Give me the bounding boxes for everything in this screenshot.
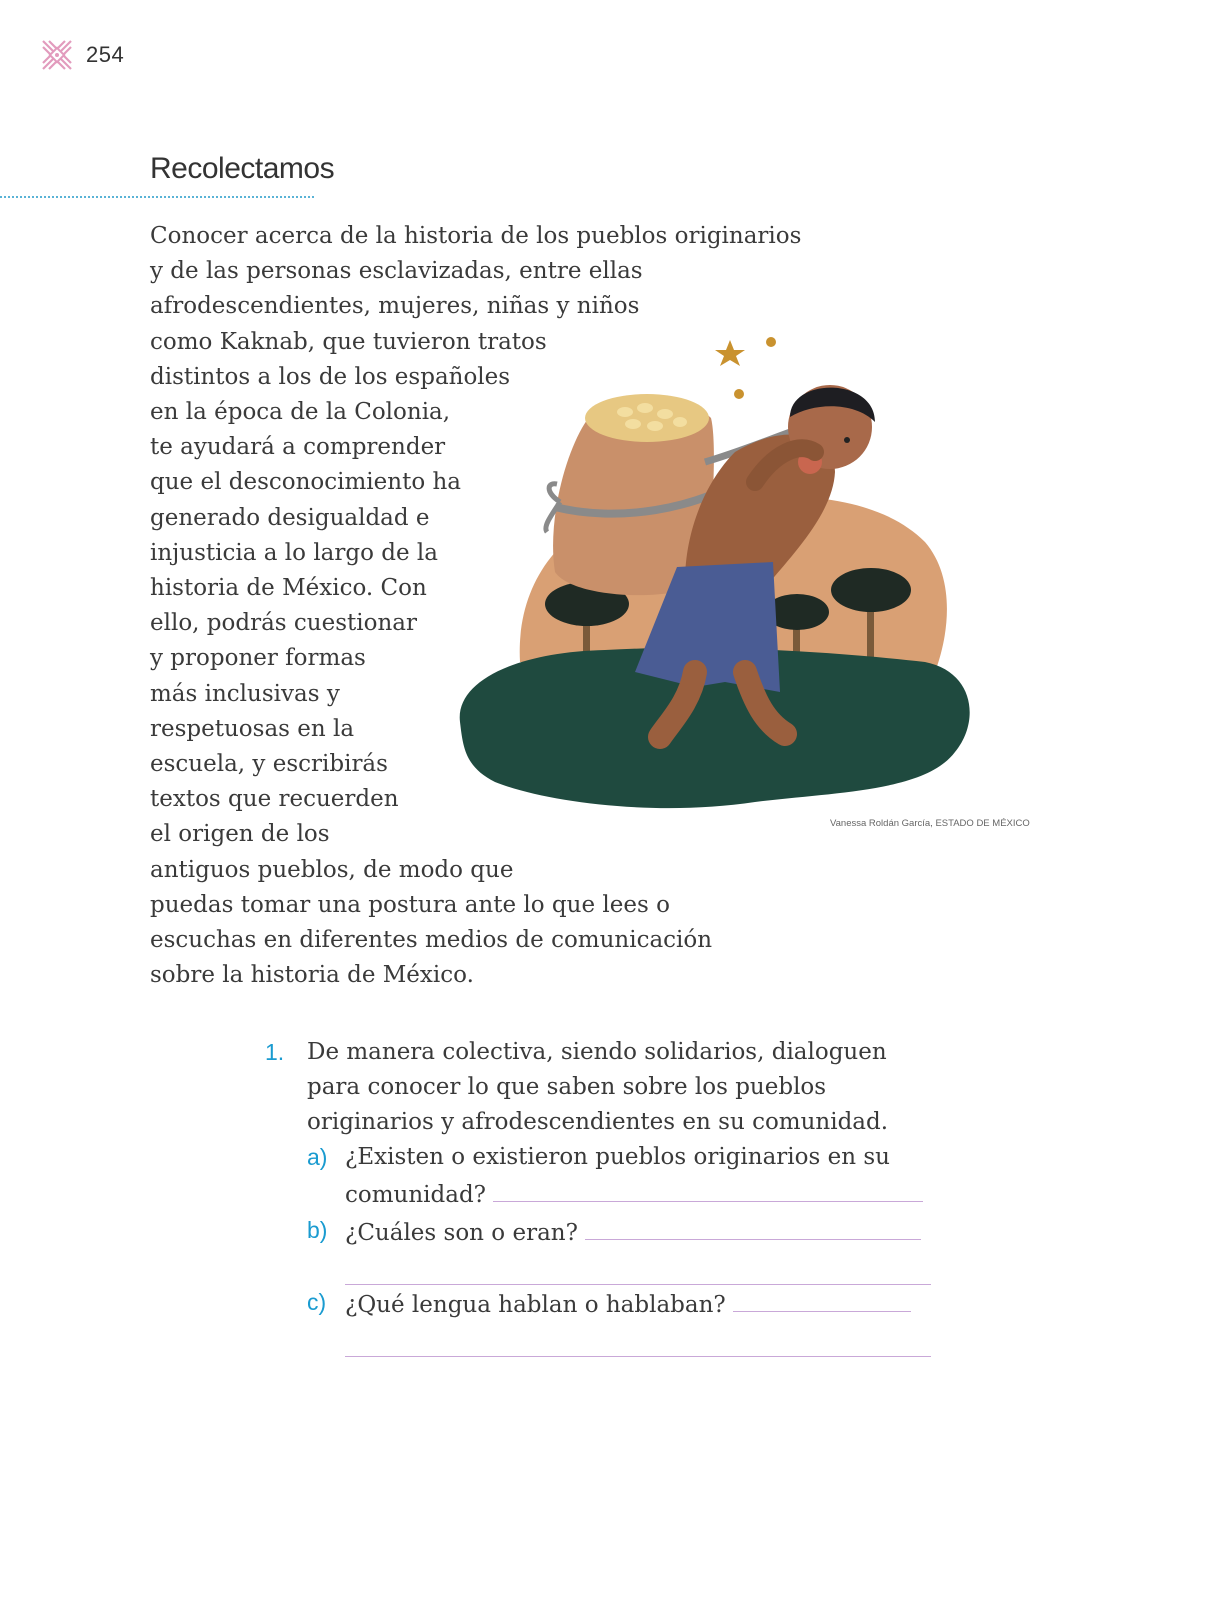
title-divider	[0, 196, 314, 198]
child-carrying-basket-illustration	[455, 322, 985, 832]
intro-line: generado desigualdad e	[150, 504, 430, 531]
activity-line: De manera colectiva, siendo solidarios, dialoguen	[307, 1039, 887, 1065]
question-letter: b)	[307, 1217, 328, 1243]
answer-line-b[interactable]	[585, 1213, 921, 1240]
illustration-credit	[830, 818, 1030, 829]
answer-line-c-extra[interactable]	[345, 1323, 931, 1357]
intro-line: en la época de la Colonia,	[150, 399, 451, 426]
intro-line: Conocer acerca de la historia de los pueblos originarios	[150, 223, 802, 249]
question-text: ¿Qué lengua hablan o hablaban?	[345, 1292, 726, 1318]
question-line	[345, 1213, 965, 1251]
intro-line: antiguos pueblos, de modo que	[150, 856, 514, 883]
intro-line: y proponer formas	[150, 645, 366, 672]
intro-line: sobre la historia de México.	[150, 962, 474, 989]
intro-line: afrodescendientes, mujeres, niñas y niños	[150, 293, 640, 320]
intro-line: te ayudará a comprender	[150, 434, 446, 461]
question-b	[307, 1213, 965, 1285]
question-c	[307, 1285, 965, 1357]
page-header	[40, 38, 124, 72]
question-text: ¿Cuáles son o eran?	[345, 1220, 578, 1246]
question-line	[345, 1285, 965, 1323]
intro-line: respetuosas en la	[150, 715, 355, 742]
page-number: 254	[86, 42, 125, 67]
intro-line: distintos a los de los españoles	[150, 363, 511, 390]
intro-line: y de las personas esclavizadas, entre ellas	[150, 258, 643, 285]
section-title: Recolectamos	[150, 152, 335, 185]
question-text: ¿Existen o existieron pueblos originarios en su	[345, 1144, 890, 1170]
answer-line-b-extra[interactable]	[345, 1251, 931, 1285]
intro-line: injusticia a lo largo de la	[150, 539, 438, 566]
activity-instructions	[307, 1035, 965, 1140]
activity-list	[265, 1035, 965, 1357]
activity-item	[265, 1035, 965, 1357]
answer-line-a[interactable]	[493, 1175, 923, 1202]
question-letter: a)	[307, 1144, 328, 1170]
activity-number: 1.	[265, 1039, 285, 1065]
activity-line: originarios y afrodescendientes en su comunidad.	[307, 1109, 889, 1135]
intro-line: textos que recuerden	[150, 786, 399, 813]
intro-line: el origen de los	[150, 821, 330, 848]
intro-line: puedas tomar una postura ante lo que lees o	[150, 891, 670, 918]
intro-line: como Kaknab, que tuvieron tratos	[150, 328, 547, 355]
question-line	[345, 1175, 965, 1213]
activity-line: para conocer lo que saben sobre los pueblos	[307, 1074, 827, 1100]
intro-line: más inclusivas y	[150, 680, 340, 707]
credit-name: Vanessa Roldán García,	[830, 818, 933, 829]
asterisk-ornament-icon	[40, 38, 74, 72]
question-text: comunidad?	[345, 1182, 487, 1208]
credit-place: ESTADO DE MÉXICO	[935, 818, 1030, 829]
intro-line: historia de México. Con	[150, 575, 427, 602]
intro-line: escuchas en diferentes medios de comunicación	[150, 927, 713, 954]
intro-line: ello, podrás cuestionar	[150, 610, 417, 637]
question-a	[307, 1140, 965, 1213]
answer-line-c[interactable]	[733, 1285, 911, 1312]
intro-line: escuela, y escribirás	[150, 751, 388, 778]
question-letter: c)	[307, 1289, 327, 1315]
intro-line: que el desconocimiento ha	[150, 469, 462, 496]
